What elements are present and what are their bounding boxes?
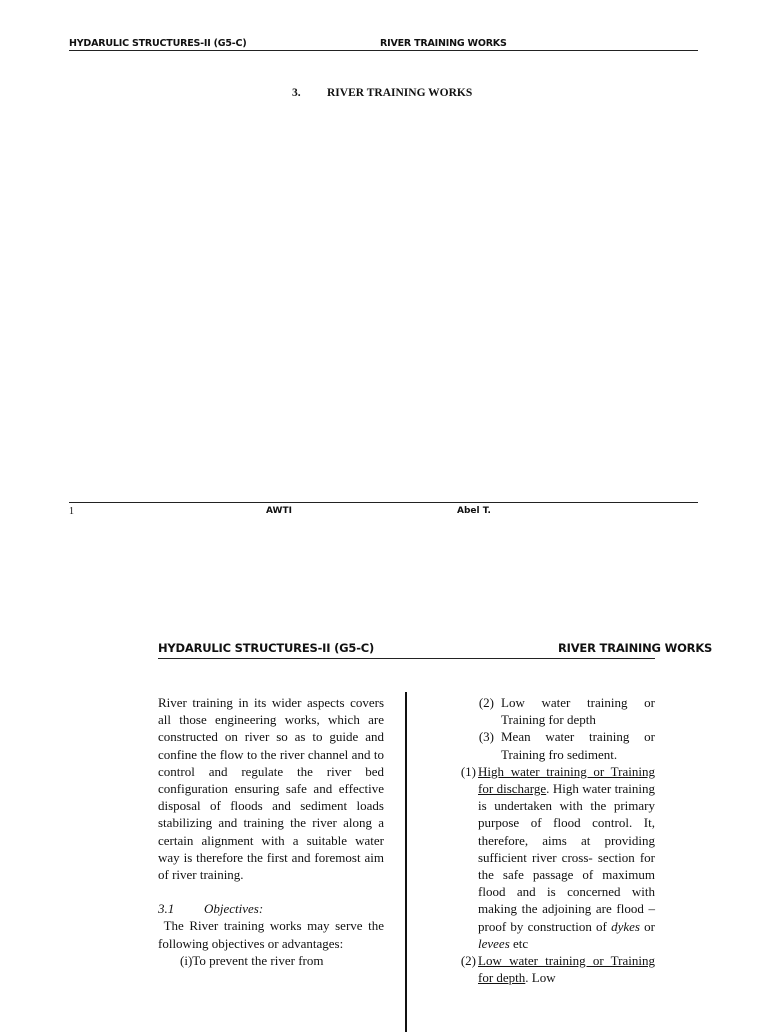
- high-water-text: . High water training is undertaken with the primary purpose of flood control. It, therefore, aims at providing sufficient river cross- section for the safe passage of maximum flood and is concerned with making the adjoining are flood – proof by construction of: [478, 781, 656, 934]
- low-water-body: [476, 952, 655, 986]
- type-text: Mean water training or Training fro sediment.: [501, 729, 655, 762]
- section-heading: [158, 900, 384, 917]
- right-column: [449, 694, 655, 986]
- running-header-right: RIVER TRAINING WORKS: [380, 38, 507, 49]
- low-water-item: [446, 952, 655, 986]
- low-water-text: . Low: [525, 970, 556, 986]
- footer-rule: [69, 502, 698, 503]
- section-number: 3.1: [158, 901, 175, 917]
- page2-header-right: RIVER TRAINING WORKS: [558, 641, 713, 655]
- type-item: [449, 694, 655, 728]
- left-column: [158, 694, 384, 969]
- type-text: Low water training or Training for depth: [501, 695, 655, 728]
- section-title: Objectives:: [204, 901, 264, 917]
- column-divider: [405, 692, 407, 1032]
- type-item: [449, 728, 655, 762]
- or-word: or: [639, 918, 655, 934]
- low-water-label: (2): [460, 953, 476, 969]
- etc-word: etc: [509, 935, 529, 951]
- intro-paragraph: River training in its wider aspects covers all those engineering works, which are constructed on river so as to guide and confine the flow to the river channel and to control and regulate the river bed configuration ensuring safe and effective disposal of floods and sediment loads stabilizing and training the river along a certain alignment with a suitable water way is therefore the first and foremost aim of river training.: [158, 695, 384, 883]
- chapter-number: 3.: [292, 87, 301, 99]
- footer-organization: AWTI: [266, 506, 292, 516]
- chapter-title: [292, 87, 472, 99]
- dykes-term: dykes: [611, 918, 640, 934]
- page2-header-left: HYDARULIC STRUCTURES-II (G5-C): [158, 641, 375, 655]
- objective-label: (i): [180, 952, 193, 968]
- objective-item: [158, 952, 384, 969]
- footer-author: Abel T.: [457, 506, 491, 516]
- high-water-heading: High water training or Training for discharge: [478, 763, 655, 797]
- high-water-label: (1): [460, 763, 476, 779]
- page2-header-rule: [158, 658, 655, 659]
- running-header-left: HYDARULIC STRUCTURES-II (G5-C): [69, 38, 247, 49]
- high-water-body: [476, 763, 655, 952]
- type-label: (3): [478, 729, 494, 745]
- header-rule: [69, 50, 698, 51]
- type-label: (2): [478, 695, 494, 710]
- low-water-heading: Low water training or Training for depth: [478, 953, 655, 986]
- objectives-intro: [158, 917, 384, 951]
- objective-text: To prevent the river from: [192, 952, 324, 968]
- page-number: 1: [69, 506, 74, 517]
- levees-term: levees: [478, 935, 510, 951]
- high-water-item: [446, 763, 655, 952]
- chapter-title-text: RIVER TRAINING WORKS: [327, 87, 473, 99]
- objectives-intro-text: The River training works may serve the following objectives or advantages:: [158, 918, 385, 951]
